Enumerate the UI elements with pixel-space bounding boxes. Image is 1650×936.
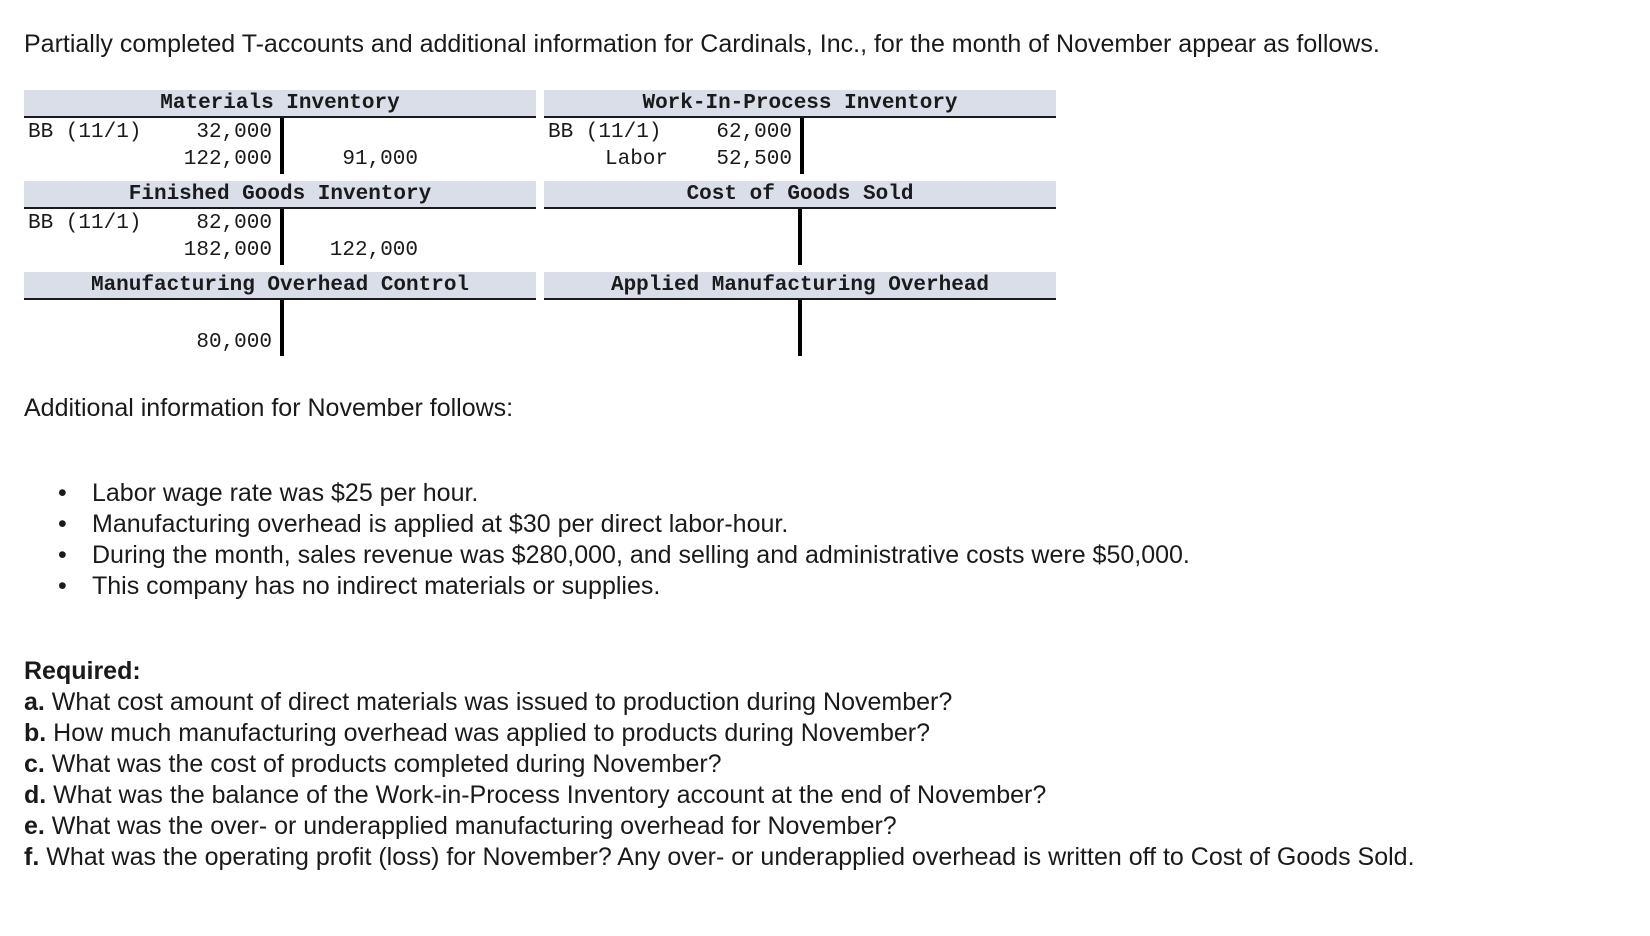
t-account-applied-manufacturing-overhead [544,272,1056,300]
list-item: • This company has no indirect materials or supplies. [58,571,1190,602]
t-account-divider [798,209,802,265]
question-letter: a. [24,688,45,716]
question-text: What was the over- or underapplied manufacturing overhead for November? [44,812,897,840]
credit-amount: 91,000 [342,148,418,171]
intro-text: Partially completed T-accounts and additional information for Cardinals, Inc., for the month of November appear as follows. [24,30,1380,58]
t-account-manufacturing-overhead-control [24,272,536,354]
additional-info-heading: Additional information for November follows: [24,394,514,422]
question-letter: b. [24,719,47,747]
list-item: • During the month, sales revenue was $280,000, and selling and administrative costs were $50,000. [58,540,1190,571]
question-text: What was the balance of the Work-in-Process Inventory account at the end of November? [46,781,1047,809]
t-account-divider [798,300,802,356]
question-c [24,749,1415,780]
question-text: What was the operating profit (loss) for November? Any over- or underapplied overhead is written off to Cost of Goods Sold. [39,843,1415,871]
list-item: • Manufacturing overhead is applied at $30 per direct labor-hour. [58,509,1190,540]
question-e [24,811,1415,842]
t-account-work-in-process-inventory [544,90,1056,171]
t-account-divider [800,118,804,174]
debit-amount: 52,500 [716,148,792,171]
debit-amount: 32,000 [196,121,272,144]
debit-amount: 80,000 [196,331,272,354]
question-d [24,780,1415,811]
question-f [24,842,1415,873]
question-text: How much manufacturing overhead was applied to products during November? [46,719,931,747]
t-account-title: Work-In-Process Inventory [544,90,1056,118]
question-a [24,687,1415,718]
question-letter: d. [24,781,47,809]
question-text: What was the cost of products completed during November? [44,750,722,778]
t-account-title: Materials Inventory [24,90,536,118]
question-letter: f. [24,843,40,871]
t-account-divider [280,209,284,265]
t-account-finished-goods-inventory [24,181,536,262]
t-account-divider [280,300,284,356]
t-account-materials-inventory [24,90,536,171]
question-letter: e. [24,812,45,840]
list-item: • Labor wage rate was $25 per hour. [58,478,1190,509]
additional-info-list [58,478,1190,602]
question-b [24,718,1415,749]
row-label: BB (11/1) [548,121,662,144]
debit-amount: 122,000 [183,148,272,171]
debit-amount: 62,000 [716,121,792,144]
required-title: Required: [24,657,141,685]
debit-amount: 182,000 [183,239,272,262]
row-label: BB (11/1) [28,212,142,235]
question-letter: c. [24,750,45,778]
credit-amount: 122,000 [329,239,418,262]
question-text: What cost amount of direct materials was issued to production during November? [44,688,953,716]
t-account-title: Cost of Goods Sold [544,181,1056,209]
t-account-title: Finished Goods Inventory [24,181,536,209]
t-account-cost-of-goods-sold [544,181,1056,209]
row-label: Labor [604,148,668,171]
debit-amount: 82,000 [196,212,272,235]
t-account-divider [280,118,284,174]
t-account-title: Manufacturing Overhead Control [24,272,536,300]
t-account-title: Applied Manufacturing Overhead [544,272,1056,300]
required-section [24,656,1415,873]
row-label: BB (11/1) [28,121,142,144]
